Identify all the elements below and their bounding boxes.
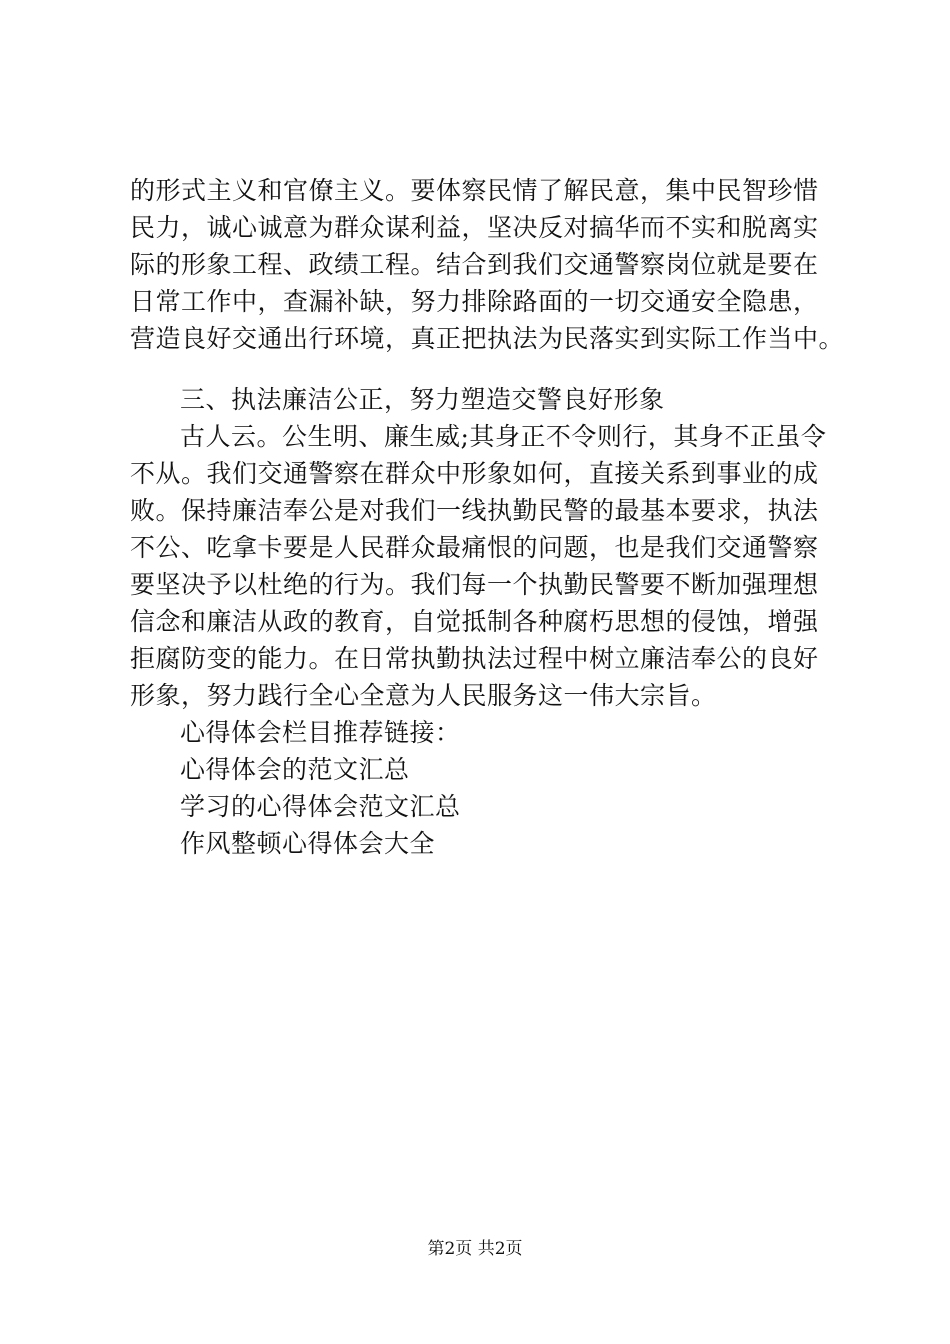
paragraph-gap (130, 357, 830, 381)
paragraph-line: 要坚决予以杜绝的行为。我们每一个执勤民警要不断加强理想 (130, 570, 819, 599)
paragraph-line: 际的形象工程、政绩工程。结合到我们交通警察岗位就是要在 (130, 250, 819, 279)
paragraph-line: 不公、吃拿卡要是人民群众最痛恨的问题，也是我们交通警察 (130, 533, 819, 562)
links-heading: 心得体会栏目推荐链接： (180, 718, 461, 747)
paragraph-line: 不从。我们交通警察在群众中形象如何，直接关系到事业的成 (130, 459, 819, 488)
paragraph-line: 拒腐防变的能力。在日常执勤执法过程中树立廉洁奉公的良好 (130, 644, 819, 673)
page-footer: 第2页 共2页 (427, 1239, 523, 1259)
paragraph-line: 形象，努力践行全心全意为人民服务这一伟大宗旨。 (130, 681, 717, 710)
document-body (130, 172, 845, 862)
recommended-link[interactable]: 学习的心得体会范文汇总 (180, 792, 461, 821)
paragraph-line: 古人云。公生明、廉生威;其身正不令则行，其身不正虽令 (180, 422, 827, 451)
paragraph-line: 日常工作中，查漏补缺，努力排除路面的一切交通安全隐患， (130, 287, 819, 316)
paragraph-line: 信念和廉洁从政的教育，自觉抵制各种腐朽思想的侵蚀，增强 (130, 607, 819, 636)
section-heading: 三、执法廉洁公正，努力塑造交警良好形象 (180, 385, 665, 414)
paragraph-line: 民力，诚心诚意为群众谋利益，坚决反对搞华而不实和脱离实 (130, 213, 819, 242)
paragraph-line: 的形式主义和官僚主义。要体察民情了解民意，集中民智珍惜 (130, 176, 819, 205)
recommended-link[interactable]: 心得体会的范文汇总 (180, 755, 410, 784)
recommended-link[interactable]: 作风整顿心得体会大全 (180, 829, 436, 858)
paragraph-line: 营造良好交通出行环境，真正把执法为民落实到实际工作当中。 (130, 324, 845, 353)
paragraph-line: 败。保持廉洁奉公是对我们一线执勤民警的最基本要求，执法 (130, 496, 819, 525)
